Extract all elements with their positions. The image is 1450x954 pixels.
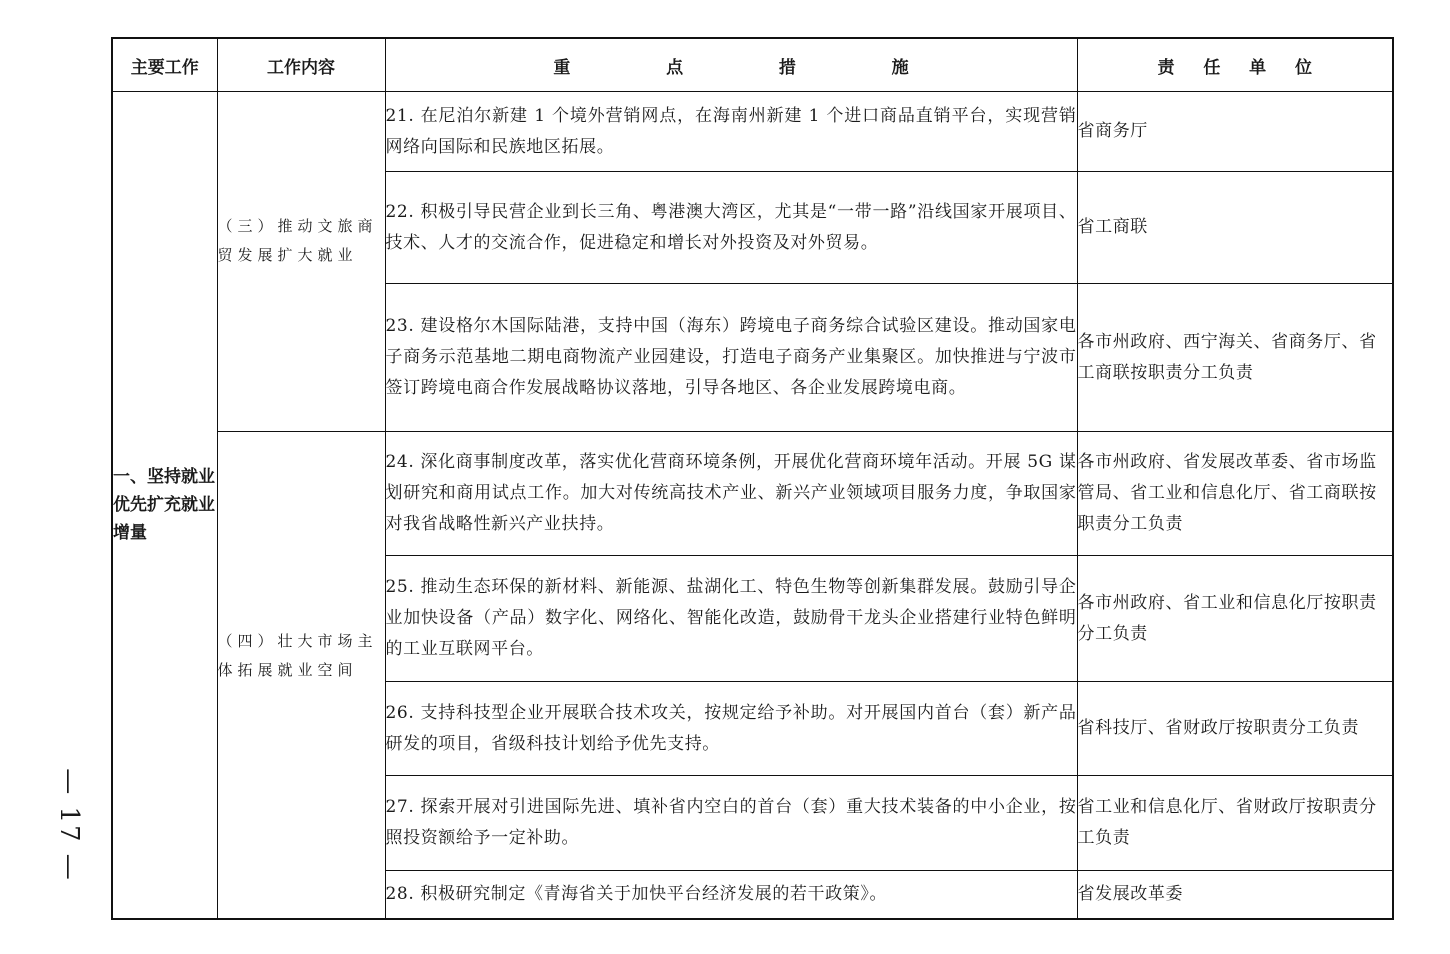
table-row [112, 432, 1393, 556]
subcategory-cell: （三）推动文旅商贸发展扩大就业 [217, 92, 385, 432]
unit-cell: 各市州政府、省工业和信息化厅按职责分工负责 [1077, 556, 1393, 682]
header-main-work: 主要工作 [112, 38, 217, 92]
measure-cell: 23. 建设格尔木国际陆港，支持中国（海东）跨境电子商务综合试验区建设。推动国家电子商务示范基地二期电商物流产业园建设，打造电子商务产业集聚区。加快推进与宁波市签订跨境电商合作发展战略协议落地，引导各地区、各企业发展跨境电商。 [385, 284, 1077, 432]
header-work-content: 工作内容 [217, 38, 385, 92]
measure-cell: 24. 深化商事制度改革，落实优化营商环境条例，开展优化营商环境年活动。开展 5G 谋划研究和商用试点工作。加大对传统高技术产业、新兴产业领域项目服务力度，争取国家对我省战略性新兴产业扶持。 [385, 432, 1077, 556]
measure-cell: 28. 积极研究制定《青海省关于加快平台经济发展的若干政策》。 [385, 871, 1077, 919]
unit-cell: 省商务厅 [1077, 92, 1393, 172]
unit-cell: 省发展改革委 [1077, 871, 1393, 919]
header-responsible-unit: 责 任 单 位 [1077, 38, 1393, 92]
header-key-measures: 重 点 措 施 [385, 38, 1077, 92]
measure-cell: 26. 支持科技型企业开展联合技术攻关，按规定给予补助。对开展国内首台（套）新产品研发的项目，省级科技计划给予优先支持。 [385, 682, 1077, 776]
unit-cell: 省工商联 [1077, 172, 1393, 284]
measure-cell: 22. 积极引导民营企业到长三角、粤港澳大湾区，尤其是“一带一路”沿线国家开展项目、技术、人才的交流合作，促进稳定和增长对外投资及对外贸易。 [385, 172, 1077, 284]
measure-cell: 25. 推动生态环保的新材料、新能源、盐湖化工、特色生物等创新集群发展。鼓励引导企业加快设备（产品）数字化、网络化、智能化改造，鼓励骨干龙头企业搭建行业特色鲜明的工业互联网平台。 [385, 556, 1077, 682]
category-cell: 一、坚持就业优先扩充就业增量 [112, 92, 217, 919]
page-number: — 17 — [54, 768, 84, 882]
unit-cell: 省科技厅、省财政厅按职责分工负责 [1077, 682, 1393, 776]
subcategory-cell: （四）壮大市场主体拓展就业空间 [217, 432, 385, 919]
unit-cell: 各市州政府、西宁海关、省商务厅、省工商联按职责分工负责 [1077, 284, 1393, 432]
unit-cell: 省工业和信息化厅、省财政厅按职责分工负责 [1077, 776, 1393, 871]
measure-cell: 27. 探索开展对引进国际先进、填补省内空白的首台（套）重大技术装备的中小企业，按照投资额给予一定补助。 [385, 776, 1077, 871]
work-plan-table [111, 37, 1394, 920]
header-row [112, 38, 1393, 92]
measure-cell: 21. 在尼泊尔新建 1 个境外营销网点，在海南州新建 1 个进口商品直销平台，实现营销网络向国际和民族地区拓展。 [385, 92, 1077, 172]
table-row [112, 92, 1393, 172]
unit-cell: 各市州政府、省发展改革委、省市场监管局、省工业和信息化厅、省工商联按职责分工负责 [1077, 432, 1393, 556]
